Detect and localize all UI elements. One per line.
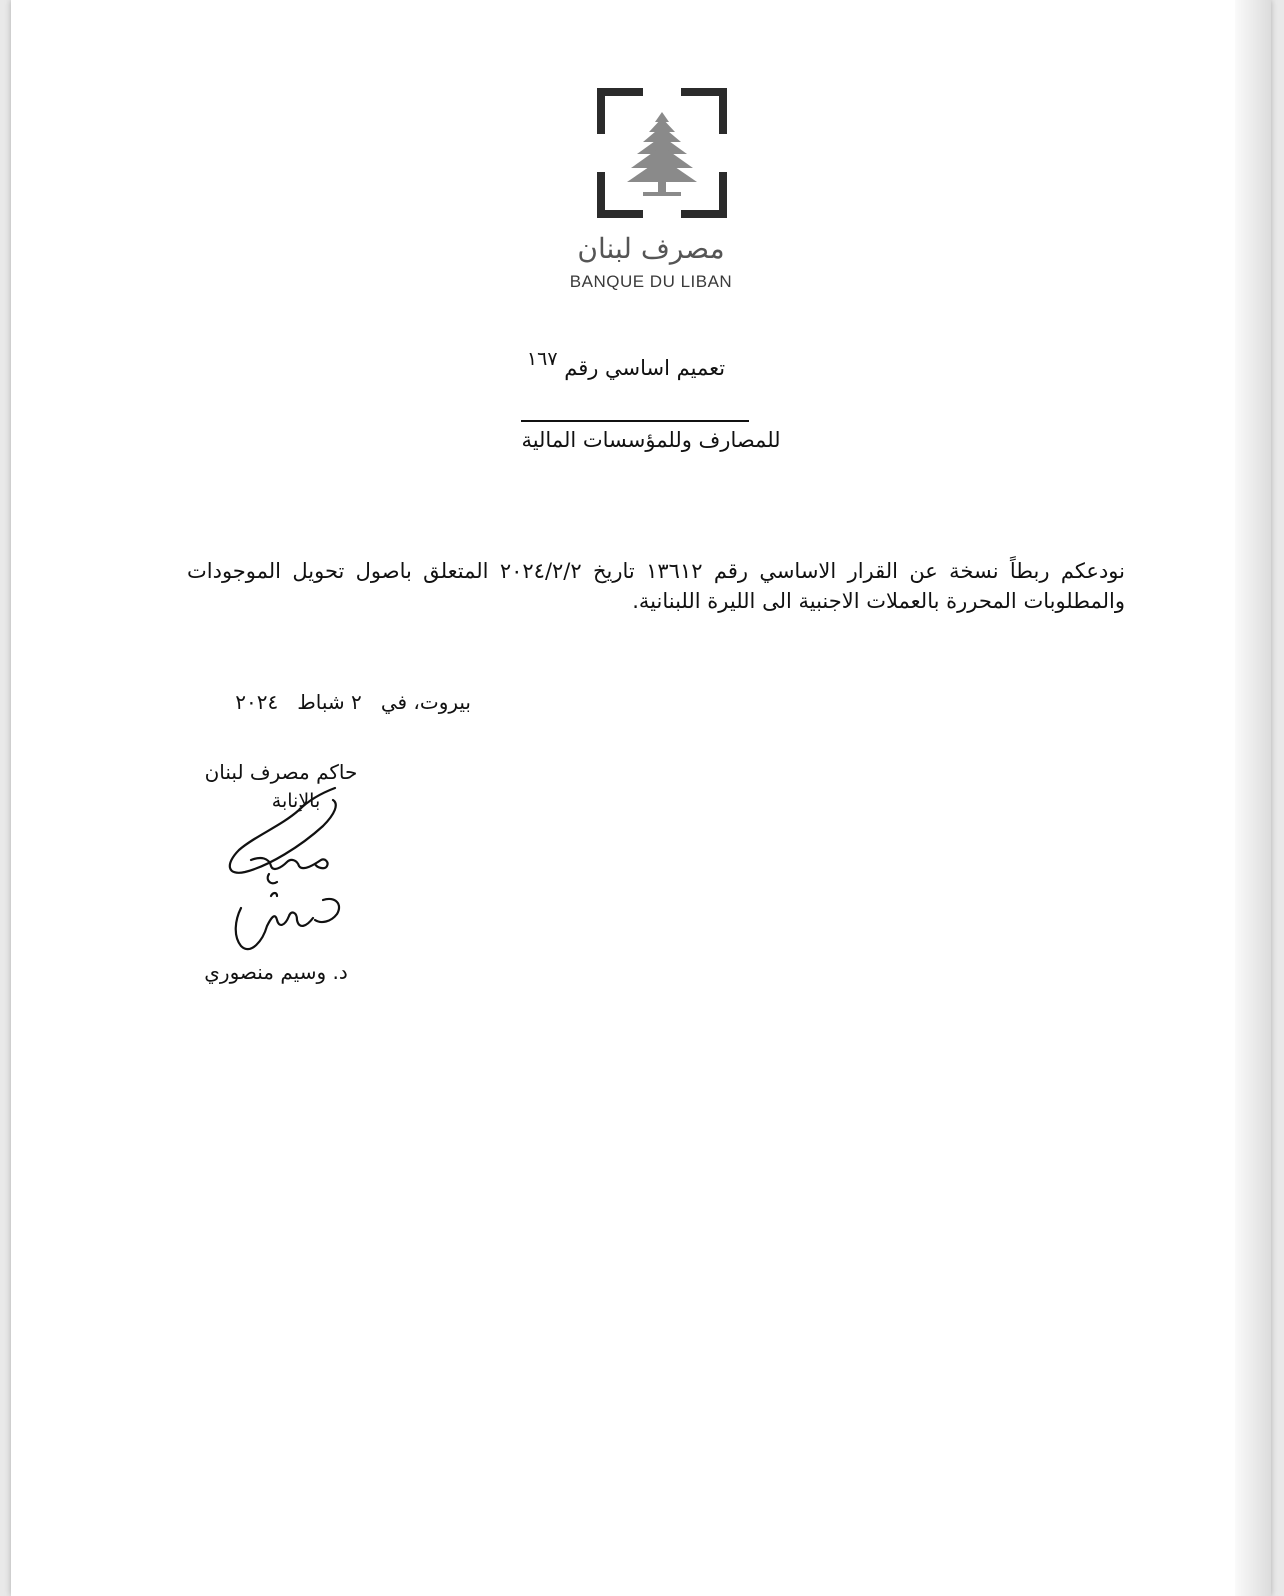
recipients-line: للمصارف وللمؤسسات المالية	[521, 428, 781, 452]
governor-title: حاكم مصرف لبنان	[204, 760, 358, 784]
bank-name-arabic: مصرف لبنان	[577, 232, 725, 265]
body-paragraph: نودعكم ربطاً نسخة عن القرار الاساسي رقم ١٣٦١٢ تاريخ ٢٠٢٤/٢/٢ المتعلق باصول تحويل الموجودات والمطلوبات المحررة بالعملات الاجنبية الى الليرة اللبنانية.	[187, 559, 1125, 613]
document-page	[11, 0, 1271, 1596]
circular-number: ١٦٧	[526, 348, 558, 370]
circular-title-label: تعميم اساسي رقم	[564, 356, 726, 380]
signer-name: د. وسيم منصوري	[204, 960, 348, 984]
title-underline	[521, 420, 749, 422]
page-edge-shadow	[1235, 0, 1271, 1596]
cedar-tree-logo	[597, 88, 727, 218]
by-proxy-label: بالإنابة	[271, 790, 321, 812]
place-date: بيروت، في ٢ شباط ٢٠٢٤	[235, 690, 471, 714]
bank-name-french: BANQUE DU LIBAN	[569, 272, 733, 291]
handwritten-signature	[211, 780, 371, 970]
circular-title	[511, 348, 741, 385]
